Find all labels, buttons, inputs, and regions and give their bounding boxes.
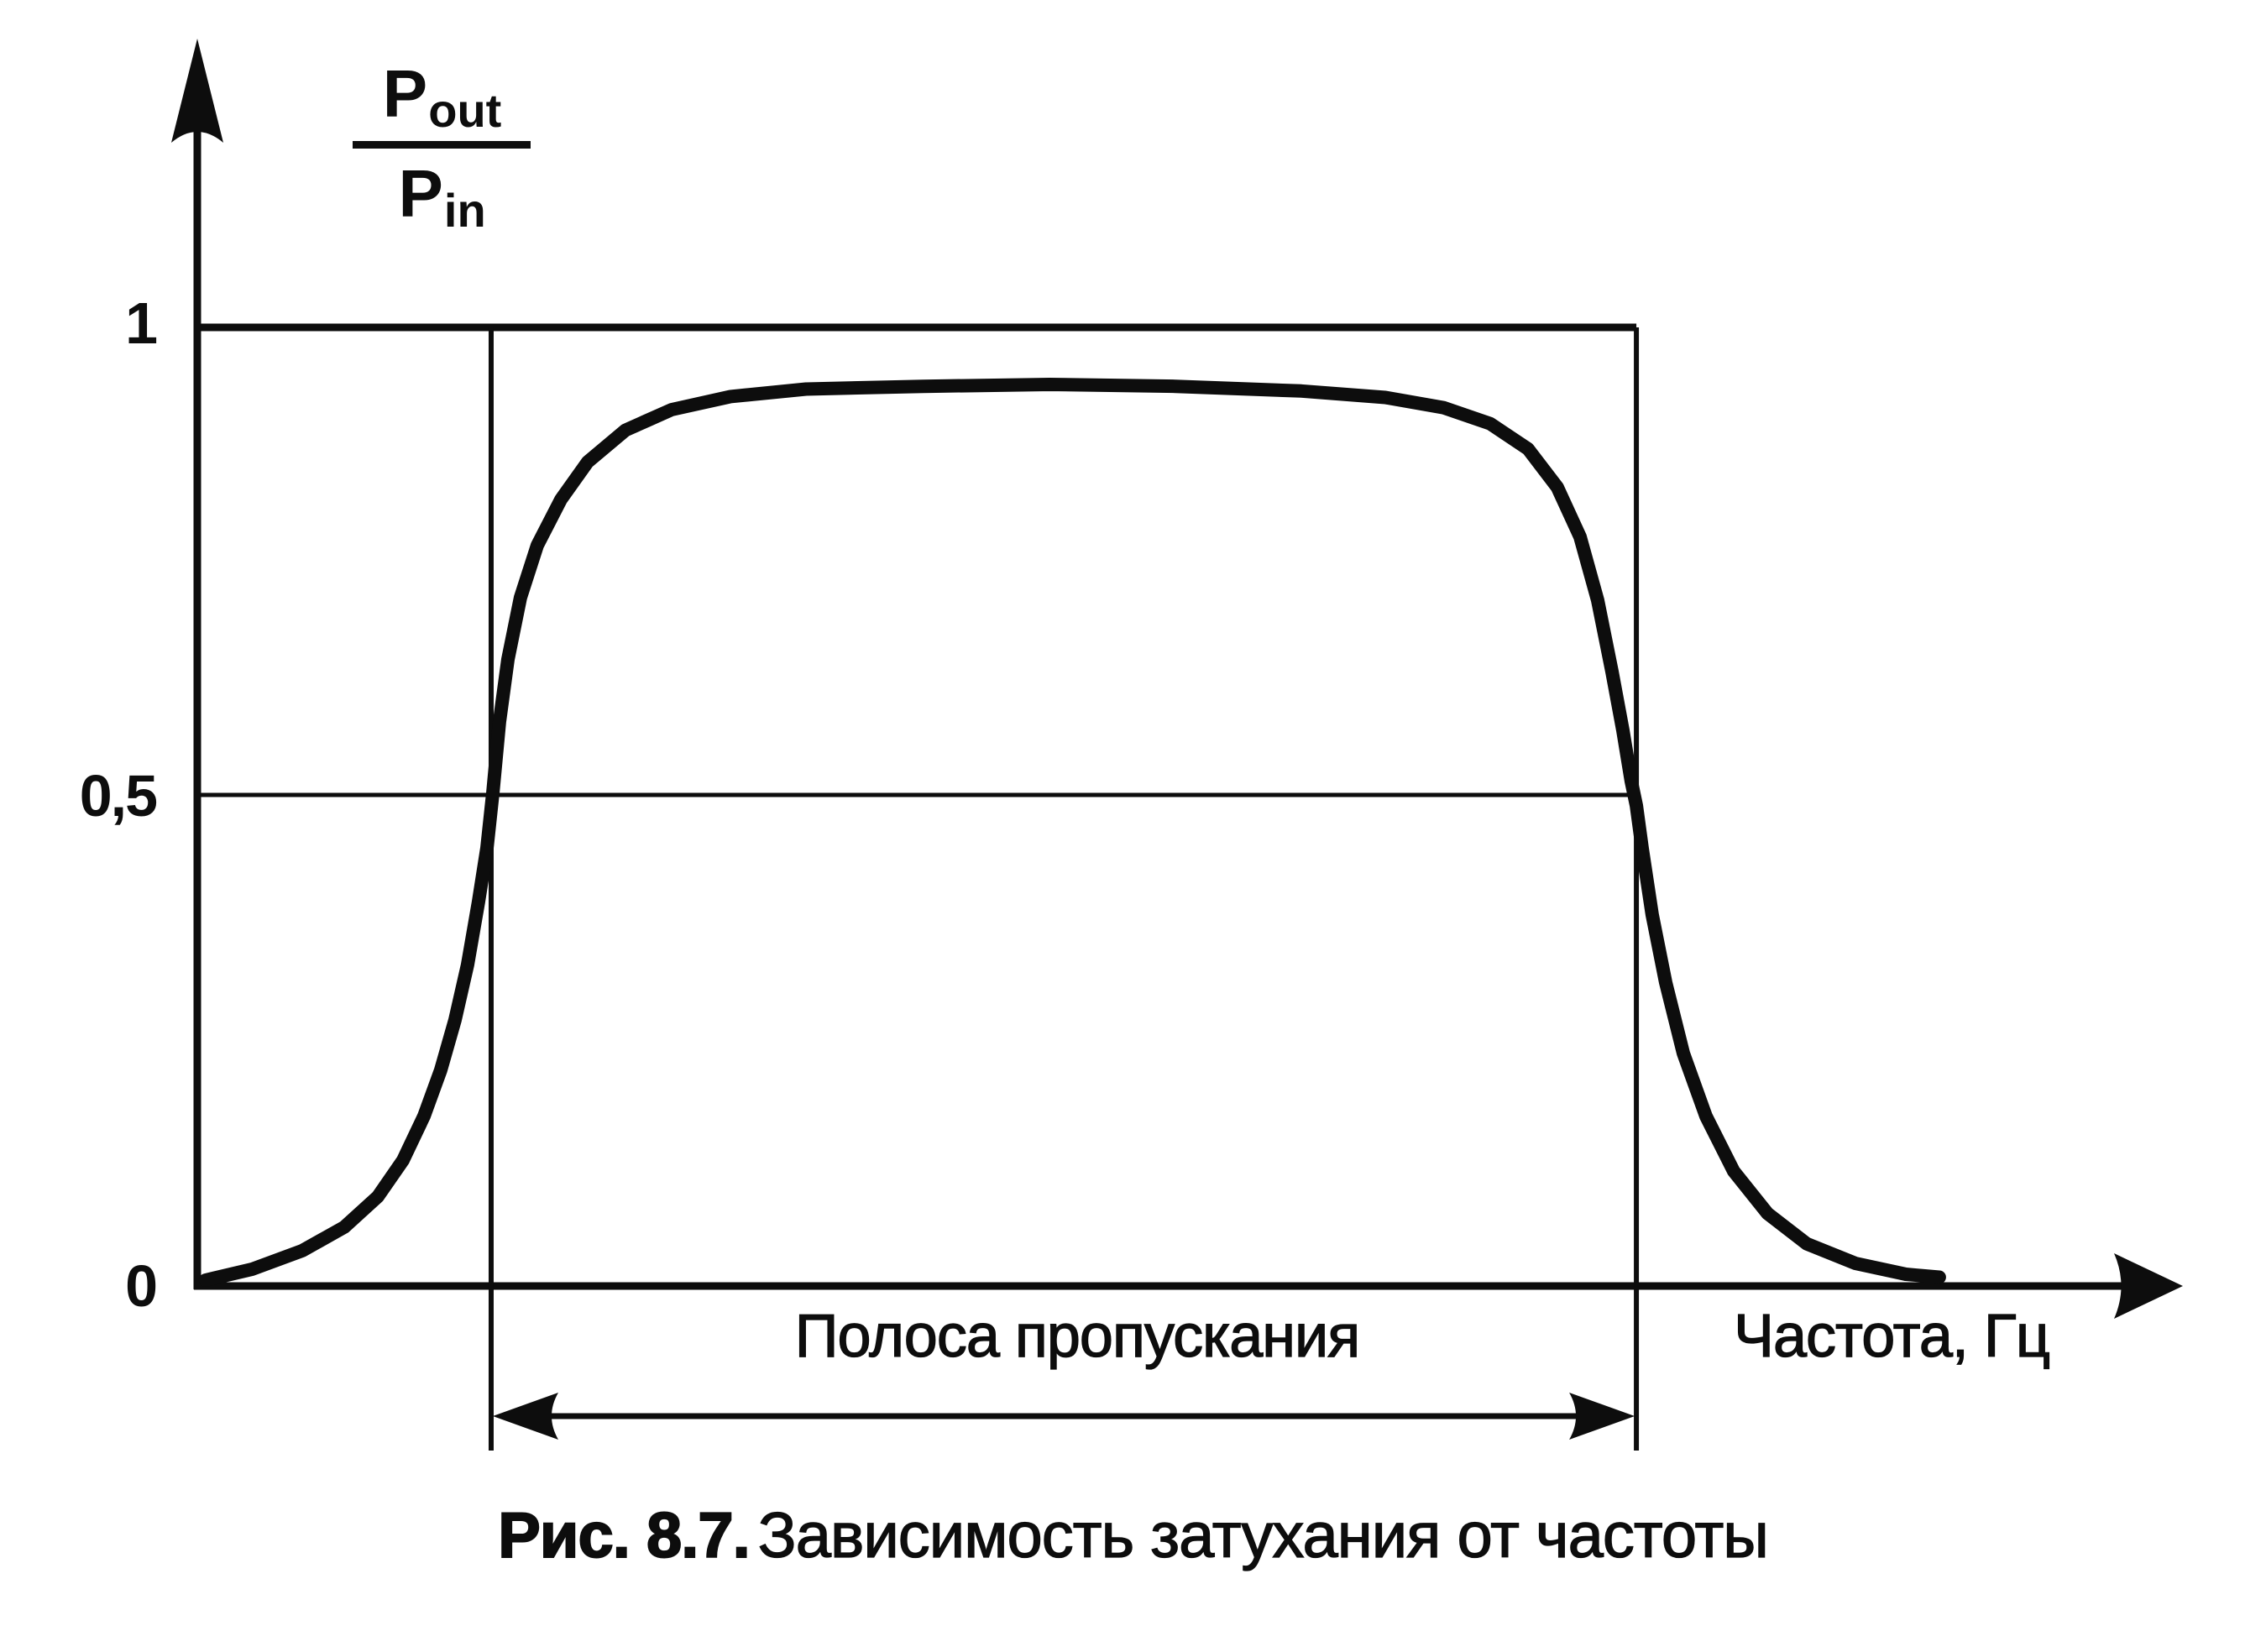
caption-number: Рис. 8.7. bbox=[498, 1500, 750, 1571]
response-curve bbox=[206, 384, 1939, 1280]
cutoff-lines bbox=[491, 327, 1636, 1451]
y-axis-arrow-icon bbox=[171, 39, 223, 143]
x-axis-arrow-icon bbox=[2114, 1253, 2183, 1319]
caption-text: Зависимость затухания от частоты bbox=[757, 1500, 1768, 1571]
fraction-bar bbox=[353, 141, 531, 149]
y-tick-label-1: 1 bbox=[125, 290, 156, 356]
x-axis-label: Частота, Гц bbox=[1734, 1303, 2050, 1370]
y-axis-label-numerator: $P_{out}$ bbox=[382, 56, 502, 138]
y-axis-label-denominator: $P_{in}$ bbox=[398, 156, 486, 238]
y-axis-label-fraction bbox=[353, 56, 531, 238]
passband-label: Полоса пропускания bbox=[794, 1303, 1360, 1370]
y-tick-label-0-5: 0,5 bbox=[79, 763, 156, 829]
passband-arrow bbox=[493, 1393, 1635, 1440]
y-axis bbox=[171, 39, 223, 1289]
figure-caption bbox=[0, 1500, 2266, 1571]
y-tick-label-0: 0 bbox=[125, 1253, 156, 1319]
